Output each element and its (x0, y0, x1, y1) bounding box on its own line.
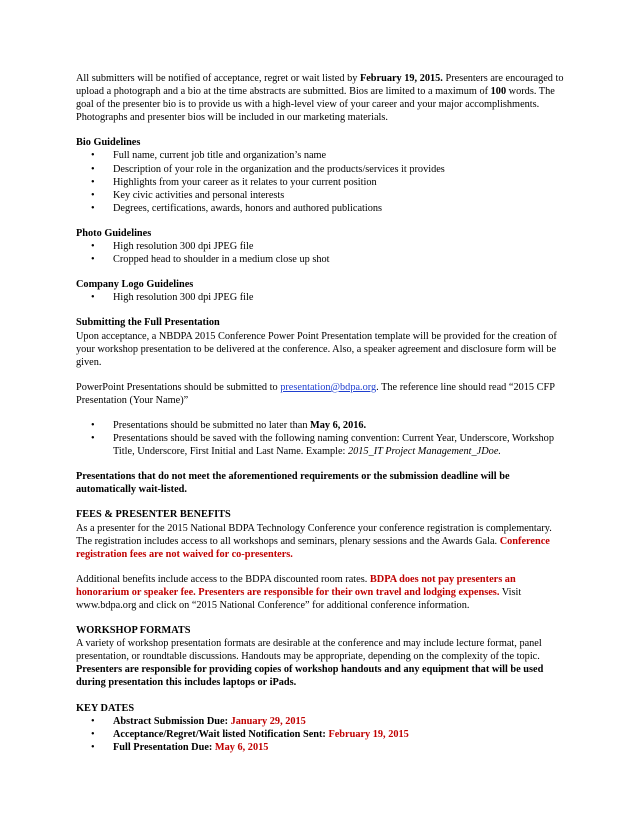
ppt-paragraph (76, 381, 568, 407)
fees-heading: FEES & PRESENTER BENEFITS (76, 509, 231, 521)
naming-example: 2015_IT Project Management_JDoe. (347, 446, 501, 458)
list-item (76, 715, 568, 728)
honorarium-notice: BDPA does not pay presenters an honorarium or speaker fee. Presenters are responsible for their own travel and lodging expenses. (76, 573, 516, 598)
submission-rules-list (76, 419, 568, 458)
date-value: February 19, 2015 (328, 728, 409, 740)
logo-guidelines-list (76, 291, 568, 304)
list-item (76, 741, 568, 754)
handouts-notice: Presenters are responsible for providing copies of workshop handouts and any equipment that will be used during presentation this includes laptops or iPads. (76, 664, 544, 689)
date-value: January 29, 2015 (230, 715, 306, 727)
intro-text: All submitters will be notified of acceptance, regret or wait listed by (76, 73, 360, 84)
benefits-text: Additional benefits include access to the BDPA discounted room rates. (76, 573, 370, 585)
notification-date: February 19, 2015. (359, 73, 443, 84)
intro-paragraph (76, 72, 568, 124)
intro-text-3: words. The goal of the presenter bio is to provide us with a high-level view of your career and your major accomplishments. Photographs and presenter bios will be included in our marketing materials. (76, 86, 555, 124)
formats-heading: WORKSHOP FORMATS (76, 625, 191, 637)
photo-guidelines-list (76, 240, 568, 266)
date-label: Full Presentation Due: (113, 741, 215, 753)
deadline-date: May 6, 2016. (310, 419, 367, 431)
date-label: Acceptance/Regret/Wait listed Notification Sent: (113, 728, 329, 740)
fees-paragraph (76, 522, 568, 561)
list-item (76, 432, 568, 458)
date-label: Abstract Submission Due: (113, 715, 231, 727)
list-item (76, 419, 568, 432)
rule-text: Presentations should be submitted no later than (113, 419, 311, 431)
key-dates-heading: KEY DATES (76, 702, 135, 714)
list-item: • Cropped head to shoulder in a medium close up shot (76, 253, 568, 266)
list-item: • High resolution 300 dpi JPEG file (76, 291, 568, 304)
formats-paragraph (76, 637, 568, 689)
date-value: May 6, 2015 (214, 741, 269, 753)
word-limit: 100 (490, 86, 507, 98)
email-link[interactable]: presentation@bdpa.org (280, 381, 377, 393)
benefits-text-2: Visit www.bdpa.org and click on “2015 National Conference” for additional conference information. (76, 586, 522, 611)
submit-paragraph: Upon acceptance, a NBDPA 2015 Conference Power Point Presentation template will be provided for the creation of your workshop presentation to be delivered at the conference. Also, a speaker agreement and disclosure form will be given. (76, 330, 557, 368)
key-dates-list (76, 715, 568, 754)
list-item: • Degrees, certifications, awards, honors and authored publications (76, 202, 568, 215)
rule-text: Presentations should be saved with the following naming convention: Current Year, Underscore, Workshop Title, Underscore, First Initial and Last Name. Example: (113, 433, 554, 458)
benefits-paragraph (76, 573, 568, 612)
document-body (76, 72, 568, 754)
submit-heading: Submitting the Full Presentation (76, 317, 220, 329)
list-item: • Full name, current job title and organization’s name (76, 149, 568, 162)
photo-guidelines-heading: Photo Guidelines (76, 227, 152, 239)
list-item: • Description of your role in the organization and the products/services it provides (76, 163, 568, 176)
list-item: • Highlights from your career as it relates to your current position (76, 176, 568, 189)
logo-guidelines-heading: Company Logo Guidelines (76, 279, 194, 291)
ppt-text-2: . The reference line should read “2015 CFP Presentation (Your Name)” (76, 381, 555, 406)
list-item (76, 728, 568, 741)
bio-guidelines-heading: Bio Guidelines (76, 137, 141, 149)
co-presenter-notice: Conference registration fees are not waived for co-presenters. (76, 535, 550, 560)
list-item: • High resolution 300 dpi JPEG file (76, 240, 568, 253)
list-item: • Key civic activities and personal interests (76, 189, 568, 202)
bio-guidelines-list (76, 149, 568, 214)
waitlist-warning: Presentations that do not meet the aforementioned requirements or the submission deadline will be automatically wait-listed. (76, 471, 510, 496)
formats-text: A variety of workshop presentation formats are desirable at the conference and may include lecture format, panel presentation, or roundtable discussions. Handouts may be appropriate, depending on the complexity of the topic. (76, 638, 542, 663)
fees-text: As a presenter for the 2015 National BDPA Technology Conference your conference registration is complementary. The registration includes access to all workshops and seminars, plenary sessions and the Awards Gala. (76, 522, 552, 547)
intro-text-2: Presenters are encouraged to upload a photograph and a bio at the time abstracts are submitted. Bios are limited to a maximum of (76, 73, 564, 98)
ppt-text: PowerPoint Presentations should be submitted to (76, 381, 281, 393)
